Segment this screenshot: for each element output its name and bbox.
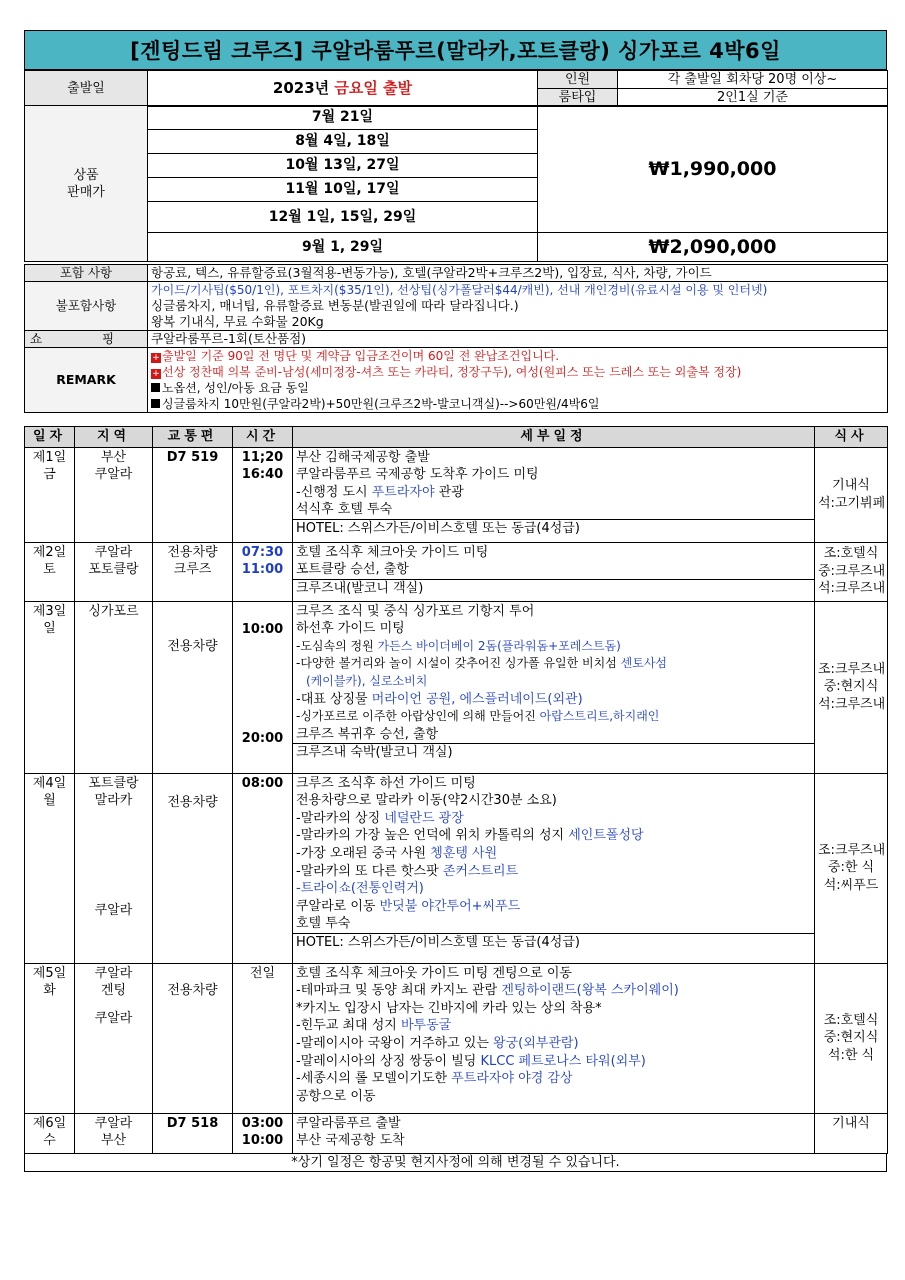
people-value: 각 출발일 회차당 20명 이상~ xyxy=(618,71,888,89)
col-header-region: 지역 xyxy=(75,427,153,448)
include-value: 항공료, 텍스, 유류할증료(3월적용-변동가능), 호텔(쿠알라2박+크루즈2박), 입장료, 식사, 차량, 가이드 xyxy=(148,265,888,282)
price-date-4: 11월 10일, 17일 xyxy=(148,178,538,202)
price-date-1: 7월 21일 xyxy=(148,106,538,130)
price-label: 상품 판매가 xyxy=(25,106,148,262)
col-header-date: 일자 xyxy=(25,427,75,448)
col-header-detail: 세부일정 xyxy=(293,427,815,448)
day-row-3: 제3일 일 싱가포르 전용차량 10:00 20:00 크루즈 조식 및 중식 싱가포르 기항지 투어 하선후 가이드 미팅 -도심속의 정원 가든스 바이더베이 2돔(플라워돔+포레스트돔) -다양한 볼거리와 놀이 시설이 갖추어진 싱가폴 유일한 비치섬 센토사섬 (케이블카), 실로소비치 -대표 상징물 머라이언 공원, 에스플러네이드(외관) -싱가포르로 이주한 아랍상인에 의해 만들어진 아랍스트리트,하지래인 크루즈 복귀후 승선, 출항 크루즈내 숙박(발코니 객실) 조:크루즈내 중:현지식 석:크루즈내 xyxy=(25,601,888,773)
room-label: 룸타입 xyxy=(538,89,618,107)
page-title: [겐팅드림 크루즈] 쿠알라룸푸르(말라카,포트클랑) 싱가포르 4박6일 xyxy=(24,30,887,70)
remark-value: + 출발일 기준 90일 전 명단 및 계약금 입금조건이며 60일 전 완납조건입니다. + 선상 정찬때 의복 준비-남성(세미정장-셔츠 또는 카라티, 정장구두), 여성(원피스 또는 드레스 또는 외출복 정장) 노옵션, 성인/아동 요금 동일 싱글룸차지 10만원(쿠알라2박)+50만원(크루즈2박-발코니객실)-->60만원/4박6일 xyxy=(148,348,888,413)
day-row-4: 제4일 월 포트클랑 말라카 쿠알라 전용차량 08:00 크루즈 조식후 하선 가이드 미팅 전용차량으로 말라카 이동(약2시간30분 소요) -말라카의 상징 네덜란드 광장 -말라카의 가장 높은 언덕에 위치 카톨릭의 성지 세인트폴성당 -가장 오래된 중국 사원 쳉훈텡 사원 -말라카의 또 다른 핫스팟 존커스트리트 -트라이쇼(전통인력거) 쿠알라로 이동 반딧불 야간투어+씨푸드 호텔 투숙 HOTEL: 스위스가든/이비스호텔 또는 동급(4성급) 조:크루즈내 중:한 식 석:씨푸드 xyxy=(25,773,888,963)
room-value: 2인1실 기준 xyxy=(618,89,888,107)
people-label: 인원 xyxy=(538,71,618,89)
day-row-6: 제6일 수 쿠알라 부산 D7 518 03:00 10:00 쿠알라룸푸르 출발 부산 국제공항 도착 기내식 xyxy=(25,1113,888,1153)
price-value-2: ₩2,090,000 xyxy=(538,233,888,262)
price-date-2: 8월 4일, 18일 xyxy=(148,130,538,154)
warning-icon: + xyxy=(152,369,160,379)
price-date-6: 9월 1, 29일 xyxy=(148,233,538,262)
warning-icon: + xyxy=(152,353,160,363)
departure-label: 출발일 xyxy=(25,71,148,107)
itinerary-table xyxy=(24,426,888,1154)
square-bullet-icon xyxy=(151,383,160,392)
exclude-value: 가이드/기사팁($50/1인), 포트차지($35/1인), 선상팁(싱가폴달러$44/캐빈), 선내 개인경비(유료시설 이용 및 인터넷) 싱글룸차지, 매너팁, 유류할증료 변동분(발권일에 따라 달라집니다.) 왕복 기내식, 무료 수화물 20Kg xyxy=(148,282,888,331)
price-value-1: ₩1,990,000 xyxy=(538,106,888,233)
day-row-5: 제5일 화 쿠알라 겐팅 쿠알라 전용차량 전일 호텔 조식후 체크아웃 가이드 미팅 겐팅으로 이동 -테마파크 및 동양 최대 카지노 관람 겐팅하이랜드(왕복 스카이웨이) *카지노 입장시 남자는 긴바지에 카라 있는 상의 착용* -힌두교 최대 성지 바투동굴 -말레이시아 국왕이 거주하고 있는 왕궁(외부관람) -말레이시아의 상징 쌍둥이 빌딩 KLCC 페트로나스 타워(외부) -세종시의 롤 모델이기도한 푸트라자야 야경 감상 공항으로 이동 조:호텔식 중:현지식 석:한 식 xyxy=(25,963,888,1113)
square-bullet-icon xyxy=(151,399,160,408)
price-date-5: 12월 1일, 15일, 29일 xyxy=(148,202,538,233)
info-table xyxy=(24,264,888,413)
col-header-meal: 식사 xyxy=(815,427,888,448)
price-date-3: 10월 13일, 27일 xyxy=(148,154,538,178)
departure-value: 2023년 금요일 출발 xyxy=(148,71,538,107)
shopping-label: 쇼 핑 xyxy=(25,331,148,348)
header-table xyxy=(24,70,888,107)
col-header-transport: 교통편 xyxy=(153,427,233,448)
day-row-2: 제2일 토 쿠알라 포토클랑 전용차량 크루즈 07:30 11:00 호텔 조식후 체크아웃 가이드 미팅 포트클랑 승선, 출항 크루즈내(발코니 객실) 조:호텔식 중:크루즈내 석:크루즈내 xyxy=(25,542,888,601)
price-table xyxy=(24,105,888,262)
exclude-label: 불포함사항 xyxy=(25,282,148,331)
include-label: 포함 사항 xyxy=(25,265,148,282)
col-header-time: 시간 xyxy=(233,427,293,448)
remark-label: REMARK xyxy=(25,348,148,413)
footer-note: *상기 일정은 항공및 현지사정에 의해 변경될 수 있습니다. xyxy=(24,1154,887,1172)
shopping-value: 쿠알라룸푸르-1회(토산품점) xyxy=(148,331,888,348)
day-row-1: 제1일 금 부산 쿠알라 D7 519 11;20 16:40 부산 김해국제공항 출발 쿠알라룸푸르 국제공항 도착후 가이드 미팅 -신행정 도시 푸트라자야 관광 석식후 호텔 투숙 HOTEL: 스위스가든/이비스호텔 또는 동급(4성급) 기내식 석:고기뷔페 xyxy=(25,447,888,542)
